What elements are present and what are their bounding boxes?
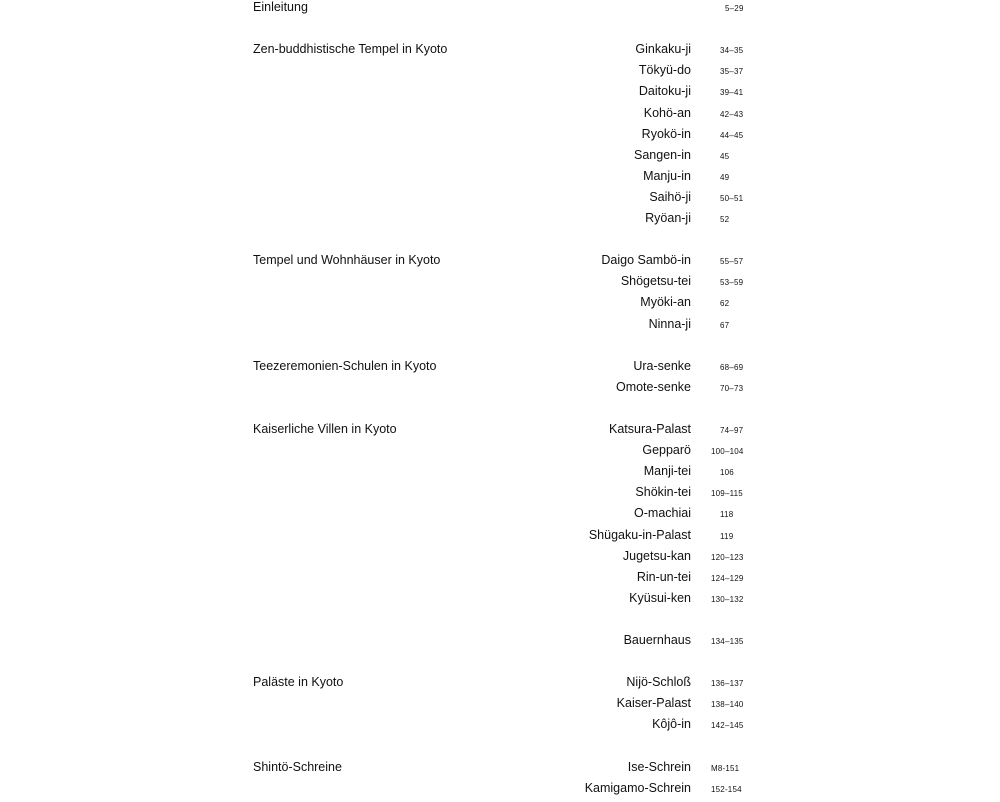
entry-pages: 136–137: [711, 679, 744, 689]
entry-title: Kohö-an: [643, 105, 691, 120]
toc-row: [0, 169, 1000, 190]
entry-pages: 124–129: [711, 573, 744, 583]
entry-pages: 62: [720, 299, 730, 309]
entry-pages: 55–57: [720, 257, 744, 267]
section-title: Zen-buddhistische Tempel in Kyoto: [253, 42, 448, 57]
entry-pages: 50–51: [720, 193, 744, 203]
entry-pages: 130–132: [711, 594, 744, 604]
entry-pages: 134–135: [711, 637, 744, 646]
entry-pages: 106: [720, 468, 734, 478]
entry-title: Daigo Sambö-in: [601, 253, 691, 268]
entry-title: Ura-senke: [633, 358, 691, 373]
entry-title: Shögetsu-tei: [620, 274, 691, 289]
toc-row: [0, 317, 1000, 338]
entry-title: Rin-un-tei: [636, 569, 691, 584]
toc-row: [0, 485, 1000, 506]
entry-pages: 152-154: [711, 784, 742, 794]
entry-title: O-machiai: [634, 506, 691, 521]
entry-title: Daitoku-ji: [638, 84, 691, 99]
toc-row: [0, 506, 1000, 527]
entry-pages: 49: [720, 172, 730, 182]
entry-title: Sangen-in: [634, 147, 691, 162]
toc-row: [0, 359, 1000, 380]
toc-row: [0, 422, 1000, 443]
entry-pages: 42–43: [720, 109, 744, 119]
intro-title: Einleitung: [253, 0, 308, 14]
entry-title: Ginkaku-ji: [635, 42, 691, 57]
toc-row: [0, 63, 1000, 84]
entry-title: Bauernhaus: [623, 633, 691, 647]
entry-title: Tökyü-do: [638, 63, 691, 78]
toc-row: [0, 42, 1000, 63]
entry-pages: 35–37: [720, 67, 744, 77]
entry-pages: 44–45: [720, 130, 744, 140]
entry-title: Ise-Schrein: [627, 759, 691, 774]
toc-row: [0, 443, 1000, 464]
entry-title: Manji-tei: [643, 464, 691, 479]
entry-pages: 74–97: [720, 426, 744, 435]
section-title: Teezeremonien-Schulen in Kyoto: [253, 358, 437, 373]
toc-row: [0, 148, 1000, 169]
toc-row: [0, 211, 1000, 232]
section-title: Kaiserliche Villen in Kyoto: [253, 422, 397, 436]
toc-row: [0, 717, 1000, 738]
section-title: Tempel und Wohnhäuser in Kyoto: [253, 253, 441, 268]
entry-title: Manju-in: [643, 168, 691, 183]
entry-pages: 109–115: [711, 489, 743, 499]
section-title: Shintö-Schreine: [253, 759, 342, 774]
entry-pages: 70–73: [720, 383, 744, 393]
toc-row: [0, 528, 1000, 549]
toc-row: [0, 549, 1000, 570]
entry-title: Saihö-ji: [649, 189, 691, 204]
entry-title: Omote-senke: [615, 379, 691, 394]
entry-title: Ninna-ji: [648, 316, 691, 331]
toc-row: [0, 0, 1000, 21]
entry-pages: 34–35: [720, 46, 744, 56]
entry-title: Jugetsu-kan: [622, 548, 691, 563]
entry-title: Myöki-an: [640, 295, 691, 310]
toc-row: [0, 781, 1000, 802]
toc-row: [0, 760, 1000, 781]
toc-row: [0, 127, 1000, 148]
toc-row: [0, 274, 1000, 295]
toc-row: [0, 190, 1000, 211]
entry-pages: 52: [720, 215, 730, 224]
entry-pages: 100–104: [711, 447, 744, 457]
section-title: Paläste in Kyoto: [253, 675, 344, 690]
entry-title: Kaiser-Palast: [616, 696, 691, 711]
entry-pages: 67: [720, 320, 730, 330]
entry-pages: 118: [720, 510, 734, 520]
toc-row: [0, 84, 1000, 105]
entry-pages: 68–69: [720, 362, 744, 372]
entry-title: Gepparö: [642, 443, 691, 458]
toc-row: [0, 633, 1000, 654]
entry-pages: 120–123: [711, 552, 744, 562]
entry-title: Shökin-tei: [635, 485, 691, 500]
toc-row: [0, 570, 1000, 591]
entry-pages: 119: [720, 531, 734, 541]
entry-title: Shügaku-in-Palast: [588, 527, 691, 542]
entry-pages: 45: [720, 151, 730, 161]
toc-row: [0, 591, 1000, 612]
entry-title: Ryöan-ji: [645, 211, 691, 225]
entry-title: Kamigamo-Schrein: [584, 780, 691, 795]
toc-row: [0, 380, 1000, 401]
intro-pages: 5–29: [725, 4, 744, 13]
entry-pages: 39–41: [720, 88, 744, 98]
entry-title: Kôjô-in: [652, 717, 691, 732]
toc-row: [0, 675, 1000, 696]
toc-row: [0, 106, 1000, 127]
toc-row: [0, 696, 1000, 717]
toc-row: [0, 253, 1000, 274]
entry-pages: 53–59: [720, 278, 744, 288]
entry-title: Ryokö-in: [641, 126, 691, 141]
toc-row: [0, 295, 1000, 316]
entry-title: Nijö-Schloß: [626, 675, 691, 690]
entry-pages: 138–140: [711, 700, 744, 710]
entry-title: Katsura-Palast: [609, 422, 691, 436]
entry-title: Kyüsui-ken: [629, 590, 691, 605]
toc-row: [0, 464, 1000, 485]
entry-pages: M8-151: [711, 763, 740, 773]
entry-pages: 142–145: [711, 721, 744, 731]
